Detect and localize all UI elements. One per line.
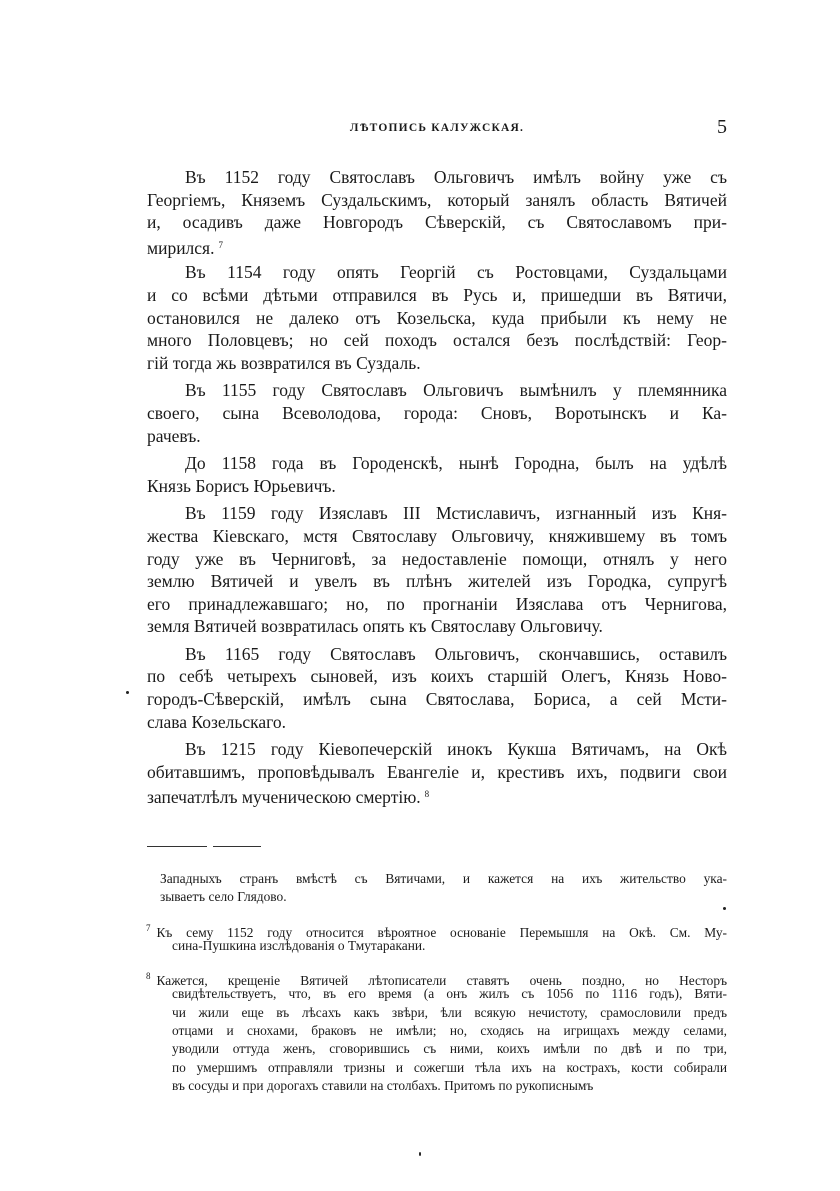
text-line: его принадлежавшаго; но, по прогнаніи Изяслава отъ Чернигова, bbox=[147, 593, 727, 614]
text-line: городъ-Сѣверскій, имѣлъ сына Святослава, Бориса, а сей Мсти- bbox=[147, 689, 727, 710]
text-line: Въ 1165 году Святославъ Ольговичъ, скончавшись, оставилъ bbox=[185, 643, 727, 664]
text-line: обитавшимъ, проповѣдывалъ Евангеліе и, крестивъ ихъ, подвиги свои bbox=[147, 761, 727, 782]
footnote-line: Западныхъ странъ вмѣстѣ съ Вятичами, и кажется на ихъ жительство ука- bbox=[160, 871, 727, 886]
footnotes bbox=[146, 870, 727, 1107]
text-line: Въ 1159 году Изяславъ III Мстиславичъ, изгнанный изъ Кня- bbox=[185, 503, 727, 524]
text-line: по себѣ четырехъ сыновей, изъ коихъ старшій Олегъ, Князь Ново- bbox=[147, 666, 727, 687]
footnote-line bbox=[146, 967, 727, 989]
footnote-line: отцами и снохами, браковъ не имѣли; но, сходясь на игрищахъ между селами, bbox=[172, 1023, 727, 1039]
footnote-number: 8 bbox=[146, 971, 151, 982]
main-text bbox=[147, 166, 727, 811]
paragraph bbox=[147, 643, 727, 733]
text-line: и, осадивъ даже Новгородъ Сѣверскій, съ Святославомъ при- bbox=[147, 212, 727, 233]
paragraph bbox=[147, 261, 727, 374]
text-line: землю Вятичей и увелъ въ плѣнъ жителей изъ Городка, супругѣ bbox=[147, 571, 727, 592]
text-line: своего, сына Всеволодова, города: Сновъ, Воротынскъ и Ка- bbox=[147, 402, 727, 423]
paragraph bbox=[147, 502, 727, 638]
footnote-separator bbox=[147, 846, 261, 848]
text-line: много Половцевъ; но сей походъ остался безъ послѣдствій: Геор- bbox=[147, 330, 727, 351]
text-line: Въ 1154 году опять Георгій съ Ростовцами, Суздальцами bbox=[185, 262, 727, 283]
scan-speck bbox=[419, 1152, 421, 1156]
paragraph bbox=[147, 166, 727, 256]
footnote-line: чи жили еще въ лѣсахъ какъ звѣри, ѣли всякую нечистоту, срамословили предъ bbox=[172, 1004, 727, 1020]
footnote-line: въ сосуды и при дорогахъ ставили на столбахъ. Притомъ по рукописнымъ bbox=[172, 1077, 594, 1093]
text-line: Князь Борисъ Юрьевичъ. bbox=[147, 475, 336, 496]
footnote-line: свидѣтельствуетъ, что, въ его время (а онъ жилъ съ 1056 по 1116 годъ), Вяти- bbox=[172, 986, 727, 1002]
paragraph bbox=[147, 452, 727, 497]
scan-speck bbox=[723, 907, 726, 910]
text-line: году уже въ Черниговѣ, за недоставленіе помощи, отнялъ у него bbox=[147, 548, 727, 569]
text-line bbox=[147, 783, 727, 806]
footnote bbox=[146, 967, 727, 1095]
text-line: Въ 1215 году Кіевопечерскій инокъ Кукша Вятичамъ, на Окѣ bbox=[185, 739, 727, 760]
running-title: ЛѢТОПИСЬ КАЛУЖСКАЯ. bbox=[349, 122, 525, 134]
footnote bbox=[160, 870, 727, 907]
text-line: рачевъ. bbox=[147, 425, 201, 446]
paragraph bbox=[147, 379, 727, 447]
line-text: Къ сему 1152 году относится вѣроятное основаніе Перемышля на Окѣ. См. Му- bbox=[156, 924, 727, 940]
text-line: жества Кіевскаго, мстя Святославу Ольговичу, княжившему въ томъ bbox=[147, 525, 727, 546]
text-line: Въ 1155 году Святославъ Ольговичъ вымѣнилъ у племянника bbox=[185, 380, 727, 401]
text-line: слава Козельскаго. bbox=[147, 711, 287, 732]
footnote-line: уводили оттуда женъ, сговорившись съ ними, коихъ имѣли по двѣ и по три, bbox=[172, 1041, 727, 1057]
text-line: земля Вятичей возвратилась опять къ Святославу Ольговичу. bbox=[147, 616, 603, 637]
text-line: и со всѣми дѣтьми отправился въ Русь и, пришедши въ Вятичи, bbox=[147, 284, 727, 305]
footnote-number: 7 bbox=[146, 922, 151, 933]
footnote-line bbox=[146, 919, 727, 940]
footnote-line: сина-Пушкина изслѣдованія о Тмутаракани. bbox=[172, 937, 426, 953]
footnote-reference[interactable]: 8 bbox=[424, 789, 430, 800]
page-number: 5 bbox=[717, 116, 727, 138]
footnote-reference[interactable]: 7 bbox=[218, 239, 223, 250]
footnote-line: зываетъ село Глядово. bbox=[160, 889, 287, 905]
line-text: мирился. bbox=[147, 237, 215, 258]
text-line bbox=[147, 234, 727, 257]
page-header bbox=[147, 118, 727, 142]
text-line: Въ 1152 году Святославъ Ольговичъ имѣлъ войну уже съ bbox=[185, 167, 727, 187]
paragraph bbox=[147, 738, 727, 806]
text-line: остановился не далеко отъ Козельска, куда прибыли къ нему не bbox=[147, 307, 727, 328]
footnote bbox=[146, 919, 727, 956]
text-line: гій тогда жь возвратился въ Суздаль. bbox=[147, 352, 421, 373]
line-text: Кажется, крещеніе Вятичей лѣтописатели ставятъ очень поздно, но Несторъ bbox=[156, 973, 727, 989]
footnote-line: по умершимъ отправляли тризны и сожегши тѣла ихъ на кострахъ, кости собирали bbox=[172, 1059, 727, 1075]
scan-speck bbox=[126, 691, 129, 694]
text-line: Георгіемъ, Княземъ Суздальскимъ, который занялъ область Вятичей bbox=[147, 189, 727, 210]
line-text: запечатлѣлъ мученическою смертію. bbox=[147, 787, 421, 808]
text-line: До 1158 года въ Городенскѣ, нынѣ Городна, былъ на удѣлѣ bbox=[185, 453, 727, 474]
